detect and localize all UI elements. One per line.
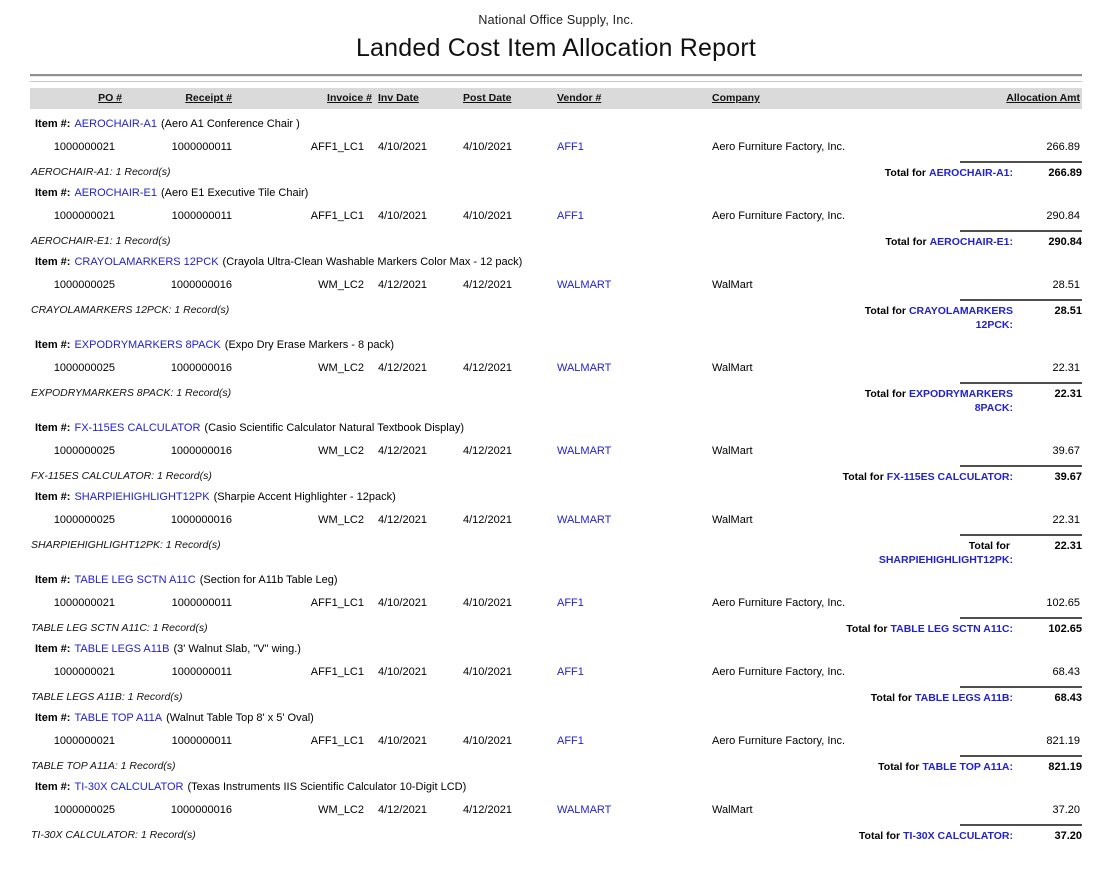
cell-receipt-number: 1000000011 (171, 597, 232, 609)
total-item-code-link[interactable]: TI-30X CALCULATOR: (903, 830, 1013, 842)
cell-vendor-link[interactable]: AFF1 (557, 141, 584, 153)
total-for-text: Total for (846, 623, 888, 635)
cell-post-date: 4/12/2021 (463, 279, 512, 291)
cell-vendor-link[interactable]: WALMART (557, 514, 612, 526)
group-total-row (0, 755, 1112, 772)
total-item-code-link[interactable]: TABLE TOP A11A: (922, 761, 1013, 773)
group-record-count: AEROCHAIR-A1: 1 Record(s) (31, 166, 171, 178)
cell-invoice-number: AFF1_LC1 (310, 666, 364, 678)
cell-post-date: 4/12/2021 (463, 514, 512, 526)
cell-allocation-amount: 290.84 (1046, 210, 1080, 222)
cell-invoice-number: WM_LC2 (318, 514, 364, 526)
item-code-link[interactable]: TABLE TOP A11A (74, 712, 163, 724)
cell-receipt-number: 1000000016 (170, 514, 232, 526)
cell-allocation-amount: 22.31 (1052, 362, 1080, 374)
total-item-code-link[interactable]: SHARPIEHIGHLIGHT12PK: (878, 554, 1013, 566)
cell-invoice-number: WM_LC2 (318, 445, 364, 457)
group-record-count: FX-115ES CALCULATOR: 1 Record(s) (31, 470, 212, 482)
item-header-line (35, 421, 1112, 436)
report-title: Landed Cost Item Allocation Report (355, 34, 757, 62)
cell-allocation-amount: 28.51 (1052, 279, 1080, 291)
cell-inv-date: 4/10/2021 (378, 141, 427, 153)
item-code-link[interactable]: TI-30X CALCULATOR (74, 781, 184, 793)
total-amount: 821.19 (960, 755, 1082, 773)
cell-receipt-number: 1000000016 (170, 362, 232, 374)
item-group (0, 711, 1112, 772)
cell-receipt-number: 1000000011 (171, 141, 232, 153)
item-header-line (35, 780, 1112, 795)
item-number-label: Item #: (35, 256, 71, 268)
cell-post-date: 4/10/2021 (463, 735, 512, 747)
table-row (0, 514, 1112, 528)
table-row (0, 597, 1112, 611)
item-description: (Section for A11b Table Leg) (199, 574, 338, 586)
cell-po-number: 1000000025 (53, 279, 115, 291)
group-total-row (0, 824, 1112, 841)
cell-po-number: 1000000021 (53, 597, 115, 609)
group-total-row (0, 161, 1112, 178)
item-code-link[interactable]: EXPODRYMARKERS 8PACK (74, 339, 221, 351)
table-row (0, 804, 1112, 818)
item-header-line (35, 642, 1112, 657)
group-record-count: SHARPIEHIGHLIGHT12PK: 1 Record(s) (31, 539, 221, 551)
item-code-link[interactable]: TABLE LEGS A11B (74, 643, 170, 655)
cell-company: Aero Furniture Factory, Inc. (712, 597, 846, 609)
cell-po-number: 1000000021 (53, 210, 115, 222)
item-header-line (35, 711, 1112, 726)
cell-company: WalMart (712, 279, 753, 291)
column-header-post-date: Post Date (463, 92, 512, 104)
cell-inv-date: 4/12/2021 (378, 514, 427, 526)
total-item-code-link[interactable]: TABLE LEG SCTN A11C: (890, 623, 1013, 635)
cell-inv-date: 4/12/2021 (378, 362, 427, 374)
column-header-po: PO # (98, 92, 122, 104)
cell-company: WalMart (712, 445, 753, 457)
item-description: (Walnut Table Top 8' x 5' Oval) (166, 712, 314, 724)
group-record-count: TABLE TOP A11A: 1 Record(s) (31, 760, 176, 772)
item-number-label: Item #: (35, 118, 71, 130)
group-total-row (0, 382, 1112, 413)
item-code-link[interactable]: SHARPIEHIGHLIGHT12PK (74, 491, 210, 503)
total-for-text: Total for (878, 761, 920, 773)
item-code-link[interactable]: FX-115ES CALCULATOR (74, 422, 201, 434)
item-group (0, 573, 1112, 634)
cell-allocation-amount: 68.43 (1052, 666, 1080, 678)
cell-vendor-link[interactable]: AFF1 (557, 666, 584, 678)
header-divider-light (30, 81, 1082, 82)
item-group (0, 642, 1112, 703)
cell-company: WalMart (712, 804, 753, 816)
total-item-code-link[interactable]: 12PCK: (975, 319, 1013, 331)
item-number-label: Item #: (35, 187, 71, 199)
cell-company: Aero Furniture Factory, Inc. (712, 666, 846, 678)
total-label-line (803, 401, 1013, 415)
item-group (0, 255, 1112, 330)
item-number-label: Item #: (35, 339, 71, 351)
item-description: (Crayola Ultra-Clean Washable Markers Color Max - 12 pack) (222, 256, 523, 268)
item-group (0, 421, 1112, 482)
item-description: (Casio Scientific Calculator Natural Textbook Display) (204, 422, 465, 434)
cell-vendor-link[interactable]: AFF1 (557, 597, 584, 609)
item-group (0, 490, 1112, 565)
cell-inv-date: 4/12/2021 (378, 445, 427, 457)
cell-po-number: 1000000025 (53, 514, 115, 526)
cell-allocation-amount: 266.89 (1046, 141, 1080, 153)
total-for-text: Total for (885, 236, 927, 248)
item-code-link[interactable]: CRAYOLAMARKERS 12PCK (74, 256, 219, 268)
cell-inv-date: 4/10/2021 (378, 666, 427, 678)
cell-invoice-number: AFF1_LC1 (310, 210, 364, 222)
cell-allocation-amount: 22.31 (1052, 514, 1080, 526)
item-number-label: Item #: (35, 643, 71, 655)
cell-invoice-number: WM_LC2 (318, 804, 364, 816)
table-row (0, 362, 1112, 376)
cell-po-number: 1000000025 (53, 804, 115, 816)
group-total-row (0, 465, 1112, 482)
cell-inv-date: 4/12/2021 (378, 804, 427, 816)
cell-invoice-number: AFF1_LC1 (310, 597, 364, 609)
item-number-label: Item #: (35, 491, 71, 503)
cell-invoice-number: WM_LC2 (318, 362, 364, 374)
cell-po-number: 1000000021 (53, 735, 115, 747)
item-header-line (35, 490, 1112, 505)
cell-post-date: 4/12/2021 (463, 804, 512, 816)
total-for-text: Total for (968, 540, 1010, 552)
group-total-row (0, 617, 1112, 634)
item-group (0, 338, 1112, 413)
item-description: (Texas Instruments IIS Scientific Calculator 10-Digit LCD) (187, 781, 467, 793)
cell-post-date: 4/12/2021 (463, 362, 512, 374)
total-amount: 68.43 (960, 686, 1082, 704)
cell-inv-date: 4/12/2021 (378, 279, 427, 291)
cell-post-date: 4/10/2021 (463, 666, 512, 678)
item-group (0, 780, 1112, 841)
total-amount: 266.89 (960, 161, 1082, 179)
cell-post-date: 4/12/2021 (463, 445, 512, 457)
total-amount: 22.31 (960, 534, 1082, 552)
table-header-bar (30, 88, 1082, 109)
item-code-link[interactable]: AEROCHAIR-A1 (74, 118, 157, 130)
total-item-code-link[interactable]: EXPODRYMARKERS (908, 388, 1013, 400)
total-item-code-link[interactable]: FX-115ES CALCULATOR: (886, 471, 1013, 483)
table-row (0, 666, 1112, 680)
total-amount: 39.67 (960, 465, 1082, 483)
total-label-line (803, 318, 1013, 332)
group-record-count: TI-30X CALCULATOR: 1 Record(s) (31, 829, 196, 841)
column-header-invoice: Invoice # (327, 92, 372, 104)
group-total-row (0, 299, 1112, 330)
cell-company: Aero Furniture Factory, Inc. (712, 141, 846, 153)
cell-allocation-amount: 102.65 (1046, 597, 1080, 609)
cell-inv-date: 4/10/2021 (378, 597, 427, 609)
total-for-text: Total for (858, 830, 901, 842)
group-record-count: EXPODRYMARKERS 8PACK: 1 Record(s) (31, 387, 232, 399)
cell-po-number: 1000000021 (53, 666, 115, 678)
item-description: (Aero E1 Executive Tile Chair) (161, 187, 309, 199)
item-description: (3' Walnut Slab, "V" wing.) (173, 643, 301, 655)
table-row (0, 279, 1112, 293)
table-row (0, 445, 1112, 459)
cell-po-number: 1000000025 (53, 362, 115, 374)
item-header-line (35, 573, 1112, 588)
cell-post-date: 4/10/2021 (463, 141, 512, 153)
cell-vendor-link[interactable]: WALMART (557, 445, 612, 457)
cell-inv-date: 4/10/2021 (378, 210, 427, 222)
cell-allocation-amount: 821.19 (1046, 735, 1080, 747)
item-group (0, 186, 1112, 247)
total-for-text: Total for (870, 692, 912, 704)
cell-po-number: 1000000021 (53, 141, 115, 153)
item-group (0, 117, 1112, 178)
column-header-allocation-amt: Allocation Amt (1006, 92, 1080, 104)
total-amount: 22.31 (960, 382, 1082, 400)
column-header-company: Company (712, 92, 760, 104)
cell-vendor-link[interactable]: WALMART (557, 804, 612, 816)
cell-invoice-number: WM_LC2 (318, 279, 364, 291)
header-divider-dark (30, 74, 1082, 77)
cell-post-date: 4/10/2021 (463, 210, 512, 222)
group-total-row (0, 534, 1112, 565)
item-code-link[interactable]: TABLE LEG SCTN A11C (74, 574, 196, 586)
total-item-code-link[interactable]: CRAYOLAMARKERS (908, 305, 1013, 317)
cell-receipt-number: 1000000016 (170, 804, 232, 816)
item-description: (Expo Dry Erase Markers - 8 pack) (224, 339, 395, 351)
item-number-label: Item #: (35, 422, 71, 434)
total-item-code-link[interactable]: AEROCHAIR-E1: (929, 236, 1013, 248)
total-item-code-link[interactable]: TABLE LEGS A11B: (914, 692, 1013, 704)
total-label-line (803, 553, 1013, 567)
item-description: (Sharpie Accent Highlighter - 12pack) (213, 491, 396, 503)
table-row (0, 210, 1112, 224)
item-header-line (35, 186, 1112, 201)
item-header-line (35, 255, 1112, 270)
cell-allocation-amount: 37.20 (1052, 804, 1080, 816)
total-item-code-link[interactable]: AEROCHAIR-A1: (929, 167, 1013, 179)
cell-receipt-number: 1000000011 (171, 210, 232, 222)
column-header-inv-date: Inv Date (378, 92, 419, 104)
report-body (0, 117, 1112, 841)
cell-receipt-number: 1000000011 (171, 735, 232, 747)
cell-company: Aero Furniture Factory, Inc. (712, 210, 846, 222)
cell-post-date: 4/10/2021 (463, 597, 512, 609)
cell-invoice-number: AFF1_LC1 (310, 735, 364, 747)
cell-invoice-number: AFF1_LC1 (310, 141, 364, 153)
cell-company: WalMart (712, 514, 753, 526)
item-description: (Aero A1 Conference Chair ) (161, 118, 300, 130)
total-amount: 28.51 (960, 299, 1082, 317)
cell-receipt-number: 1000000016 (170, 279, 232, 291)
item-number-label: Item #: (35, 781, 71, 793)
group-record-count: TABLE LEGS A11B: 1 Record(s) (31, 691, 183, 703)
table-row (0, 735, 1112, 749)
column-header-receipt: Receipt # (185, 92, 232, 104)
group-record-count: CRAYOLAMARKERS 12PCK: 1 Record(s) (31, 304, 230, 316)
item-number-label: Item #: (35, 712, 71, 724)
cell-company: WalMart (712, 362, 753, 374)
cell-vendor-link[interactable]: AFF1 (557, 735, 584, 747)
cell-vendor-link[interactable]: WALMART (557, 362, 612, 374)
total-amount: 102.65 (960, 617, 1082, 635)
group-record-count: AEROCHAIR-E1: 1 Record(s) (31, 235, 171, 247)
item-header-line (35, 338, 1112, 353)
cell-inv-date: 4/10/2021 (378, 735, 427, 747)
cell-allocation-amount: 39.67 (1052, 445, 1080, 457)
cell-company: Aero Furniture Factory, Inc. (712, 735, 846, 747)
total-item-code-link[interactable]: 8PACK: (974, 402, 1013, 414)
total-for-text: Total for (864, 305, 906, 317)
group-record-count: TABLE LEG SCTN A11C: 1 Record(s) (31, 622, 208, 634)
cell-receipt-number: 1000000016 (170, 445, 232, 457)
group-total-row (0, 230, 1112, 247)
company-name: National Office Supply, Inc. (478, 13, 634, 27)
cell-vendor-link[interactable]: AFF1 (557, 210, 584, 222)
item-code-link[interactable]: AEROCHAIR-E1 (74, 187, 157, 199)
cell-vendor-link[interactable]: WALMART (557, 279, 612, 291)
group-total-row (0, 686, 1112, 703)
total-for-text: Total for (842, 471, 884, 483)
total-amount: 290.84 (960, 230, 1082, 248)
item-number-label: Item #: (35, 574, 71, 586)
total-amount: 37.20 (960, 824, 1082, 842)
column-header-vendor: Vendor # (557, 92, 602, 104)
cell-po-number: 1000000025 (53, 445, 115, 457)
total-for-text: Total for (864, 388, 906, 400)
item-header-line (35, 117, 1112, 132)
cell-receipt-number: 1000000011 (171, 666, 232, 678)
table-row (0, 141, 1112, 155)
total-for-text: Total for (884, 167, 926, 179)
